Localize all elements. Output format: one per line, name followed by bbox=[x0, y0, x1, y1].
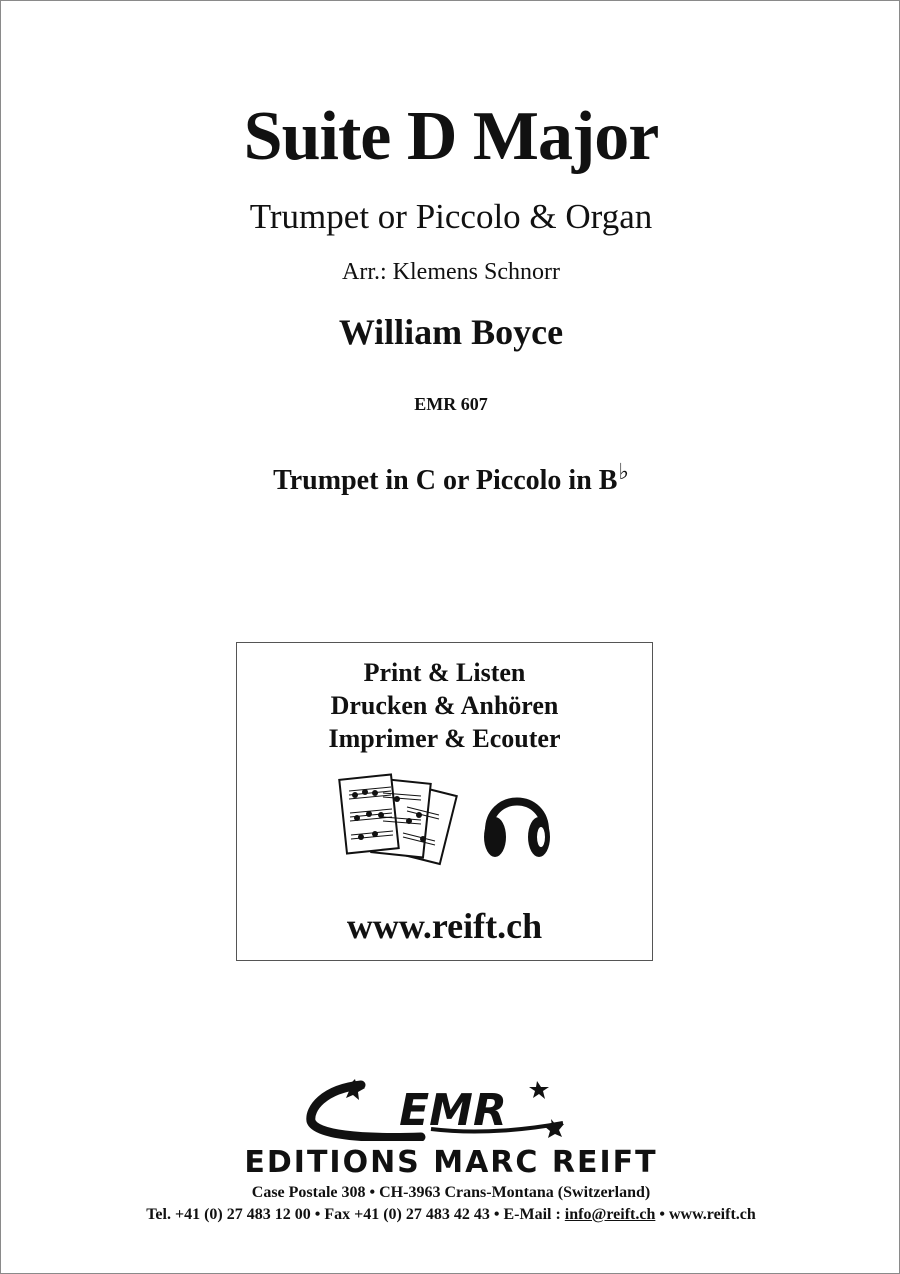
arranger-credit: Arr.: Klemens Schnorr bbox=[342, 259, 560, 285]
page-title: Suite D Major bbox=[243, 98, 659, 175]
promo-line-german: Drucken & Anhören bbox=[330, 691, 559, 720]
composer-name: William Boyce bbox=[338, 312, 564, 352]
catalog-number: EMR 607 bbox=[414, 394, 488, 414]
headphones-icon bbox=[484, 802, 550, 858]
publisher-contact bbox=[1, 1206, 900, 1224]
emr-logo bbox=[301, 1079, 581, 1141]
print-listen-box bbox=[236, 642, 653, 961]
publisher-address: Case Postale 308 • CH-3963 Crans-Montana (Switzerland) bbox=[251, 1184, 651, 1201]
instrumentation-subtitle: Trumpet or Piccolo & Organ bbox=[249, 197, 653, 236]
logo-lettering: EMR bbox=[399, 1085, 507, 1136]
promo-line-english: Print & Listen bbox=[363, 658, 526, 687]
contact-website: • www.reift.ch bbox=[655, 1206, 756, 1223]
part-instrument bbox=[1, 459, 900, 497]
website-link[interactable]: www.reift.ch bbox=[346, 906, 543, 946]
flat-symbol: ♭ bbox=[618, 459, 629, 484]
email-link[interactable]: info@reift.ch bbox=[564, 1206, 656, 1223]
contact-phone-fax: Tel. +41 (0) 27 483 12 00 • Fax +41 (0) 27 483 42 43 • E-Mail : bbox=[146, 1206, 565, 1223]
promo-line-french: Imprimer & Ecouter bbox=[328, 724, 561, 753]
promo-icons bbox=[337, 771, 567, 871]
sheet-music-icon bbox=[339, 774, 456, 864]
part-instrument-text: Trumpet in C or Piccolo in B bbox=[273, 465, 618, 496]
publisher-name: EDITIONS MARC REIFT bbox=[244, 1145, 658, 1180]
